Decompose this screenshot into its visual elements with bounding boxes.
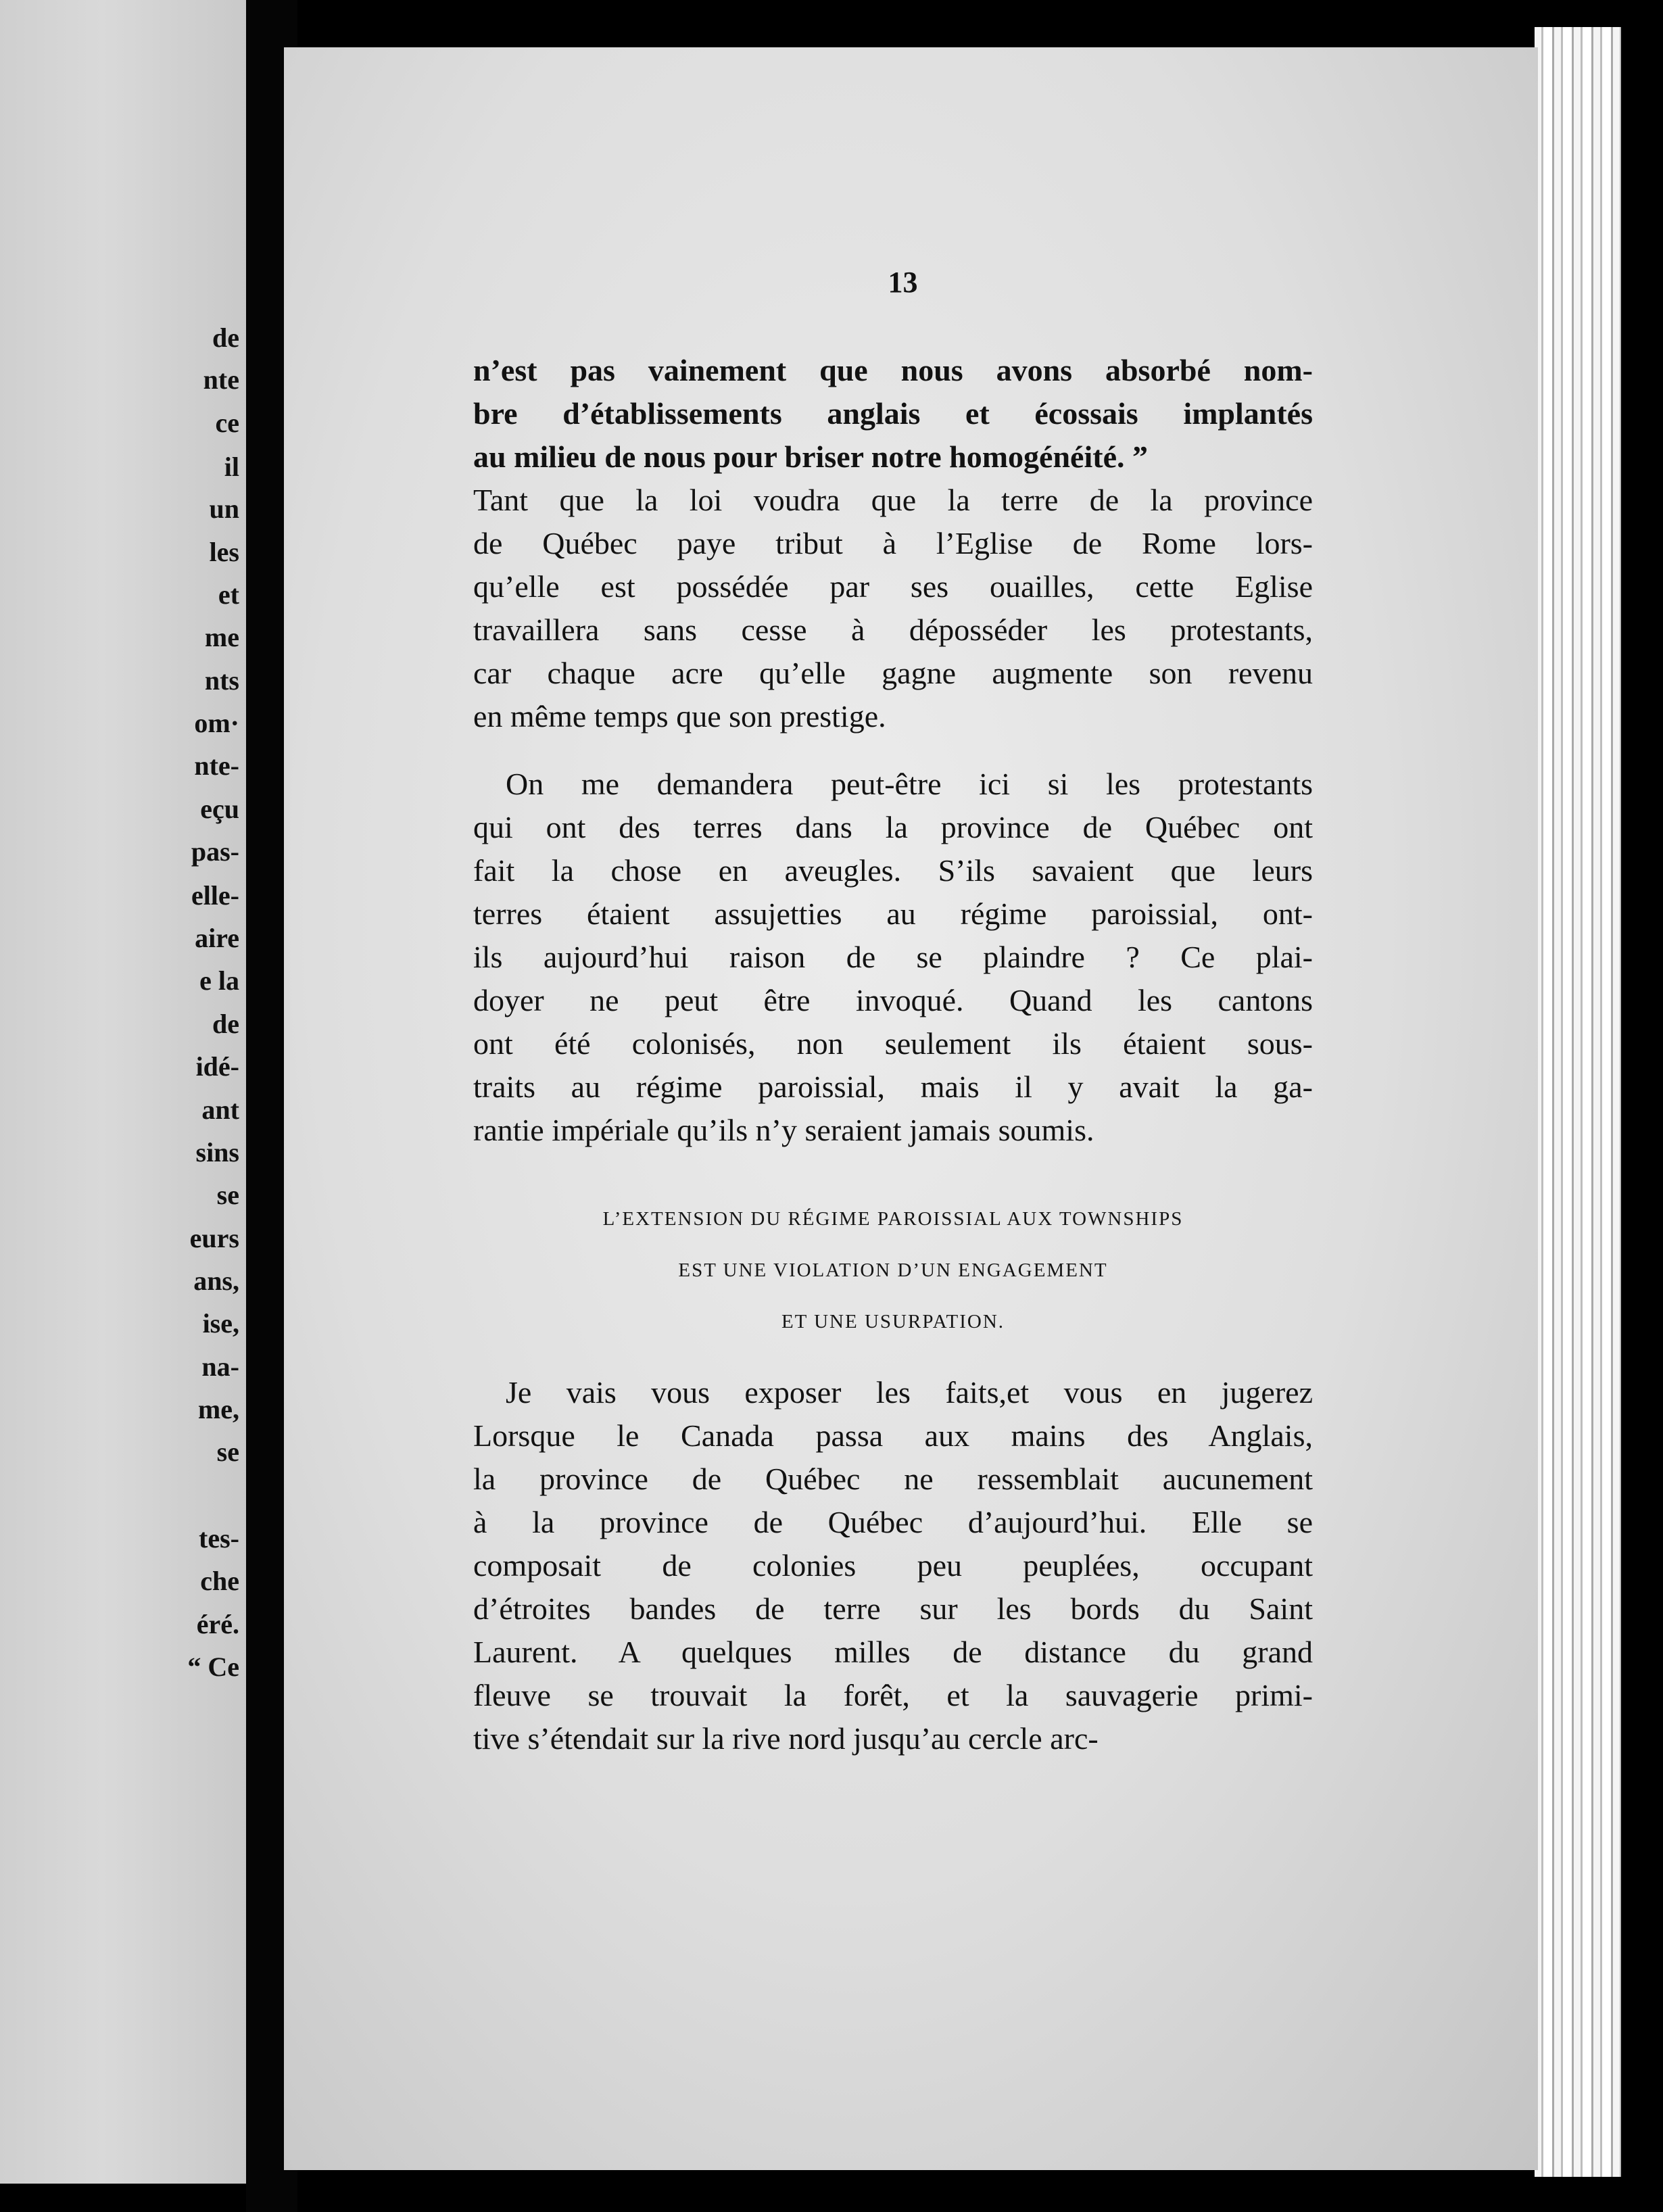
text-line: terres étaient assujetties au régime paroissial, ont- [473,896,1313,931]
heading-line: EST UNE VIOLATION D’UN ENGAGEMENT [678,1259,1108,1281]
book-page [284,47,1538,2170]
text-line: composait de colonies peu peuplées, occupant [473,1548,1313,1583]
left-page-fragment: et [218,579,239,610]
left-page-fragment: nte- [194,750,239,781]
text-line: fleuve se trouvait la forêt, et la sauvagerie primi- [473,1678,1313,1712]
text-line: rantie impériale qu’ils n’y seraient jamais soumis. [473,1113,1094,1147]
left-facing-page [0,0,256,2184]
left-page-fragment: ant [201,1095,239,1125]
left-page-fragment: nte [203,364,239,395]
text-line: n’est pas vainement que nous avons absorbé nom- [473,353,1313,387]
left-page-fragment: “ Ce [187,1652,239,1682]
left-page-fragment: un [209,494,239,524]
text-line: travaillera sans cesse à déposséder les protestants, [473,612,1313,647]
text-line: fait la chose en aveugles. S’ils savaient que leurs [473,853,1313,888]
text-line: car chaque acre qu’elle gagne augmente son revenu [473,656,1313,690]
text-line: à la province de Québec d’aujourd’hui. Elle se [473,1505,1313,1539]
heading-line: L’EXTENSION DU RÉGIME PAROISSIAL AUX TOWNSHIPS [602,1208,1184,1230]
text-line: ils aujourd’hui raison de se plaindre ? Ce plai- [473,940,1313,974]
paragraph-quote-end [473,349,1313,479]
left-page-fragment: tes- [199,1523,239,1554]
left-page-fragment: se [216,1437,239,1467]
left-page-fragment: eurs [189,1223,239,1253]
left-page-fragment: les [209,537,239,567]
text-line: d’étroites bandes de terre sur les bords du Saint [473,1591,1313,1626]
paragraph-protestants [473,763,1313,1152]
left-page-fragment: de [212,322,239,353]
paragraph-tithe [473,479,1313,738]
left-page-fragment: il [224,452,239,482]
text-line: la province de Québec ne ressemblait aucunement [473,1462,1313,1496]
text-line: doyer ne peut être invoqué. Quand les cantons [473,983,1313,1017]
left-page-fragment: me, [197,1394,239,1424]
left-page-fragment: idé- [195,1051,239,1082]
text-line: qu’elle est possédée par ses ouailles, cette Eglise [473,569,1313,604]
left-page-fragment: ise, [202,1308,239,1339]
left-page-fragment: na- [201,1351,239,1382]
left-page-fragment: nts [204,665,239,696]
left-page-fragment: me [204,622,239,652]
left-page-fragment: ce [215,408,239,438]
left-page-fragment: elle- [191,880,239,911]
text-line: traits au régime paroissial, mais il y avait la ga- [473,1069,1313,1104]
text-line: qui ont des terres dans la province de Québec ont [473,810,1313,844]
text-line: Je vais vous exposer les faits,et vous en jugerez [506,1375,1313,1410]
left-page-fragment: ans, [193,1266,239,1296]
left-page-fragment: sins [195,1137,239,1168]
text-line: Laurent. A quelques milles de distance du grand [473,1635,1313,1669]
text-line: de Québec paye tribut à l’Eglise de Rome lors- [473,526,1313,560]
left-page-fragment: om· [194,708,239,738]
text-line: au milieu de nous pour briser notre homogénéité. ” [473,439,1148,474]
text-line: On me demandera peut-être ici si les protestants [506,767,1313,801]
left-page-fragment: eçu [200,794,239,824]
text-line: Tant que la loi voudra que la terre de la province [473,483,1313,517]
text-line: ont été colonisés, non seulement ils étaient sous- [473,1026,1313,1061]
page-edges [1535,27,1621,2177]
left-page-fragment: de [212,1009,239,1039]
left-page-fragment: se [216,1180,239,1210]
left-page-fragment: éré. [196,1609,239,1639]
left-page-fragment: che [200,1566,239,1596]
left-page-fragment: pas- [191,836,239,867]
text-line: Lorsque le Canada passa aux mains des Anglais, [473,1418,1313,1453]
section-heading [473,1193,1313,1347]
text-line: tive s’étendait sur la rive nord jusqu’au cercle arc- [473,1721,1099,1756]
heading-line: ET UNE USURPATION. [781,1311,1005,1332]
text-line: en même temps que son prestige. [473,699,886,734]
paragraph-history [473,1371,1313,1760]
left-page-fragment: e la [199,965,239,996]
text-line: bre d’établissements anglais et écossais implantés [473,396,1313,431]
left-page-fragment: aire [195,923,239,953]
page-number: 13 [888,266,918,299]
